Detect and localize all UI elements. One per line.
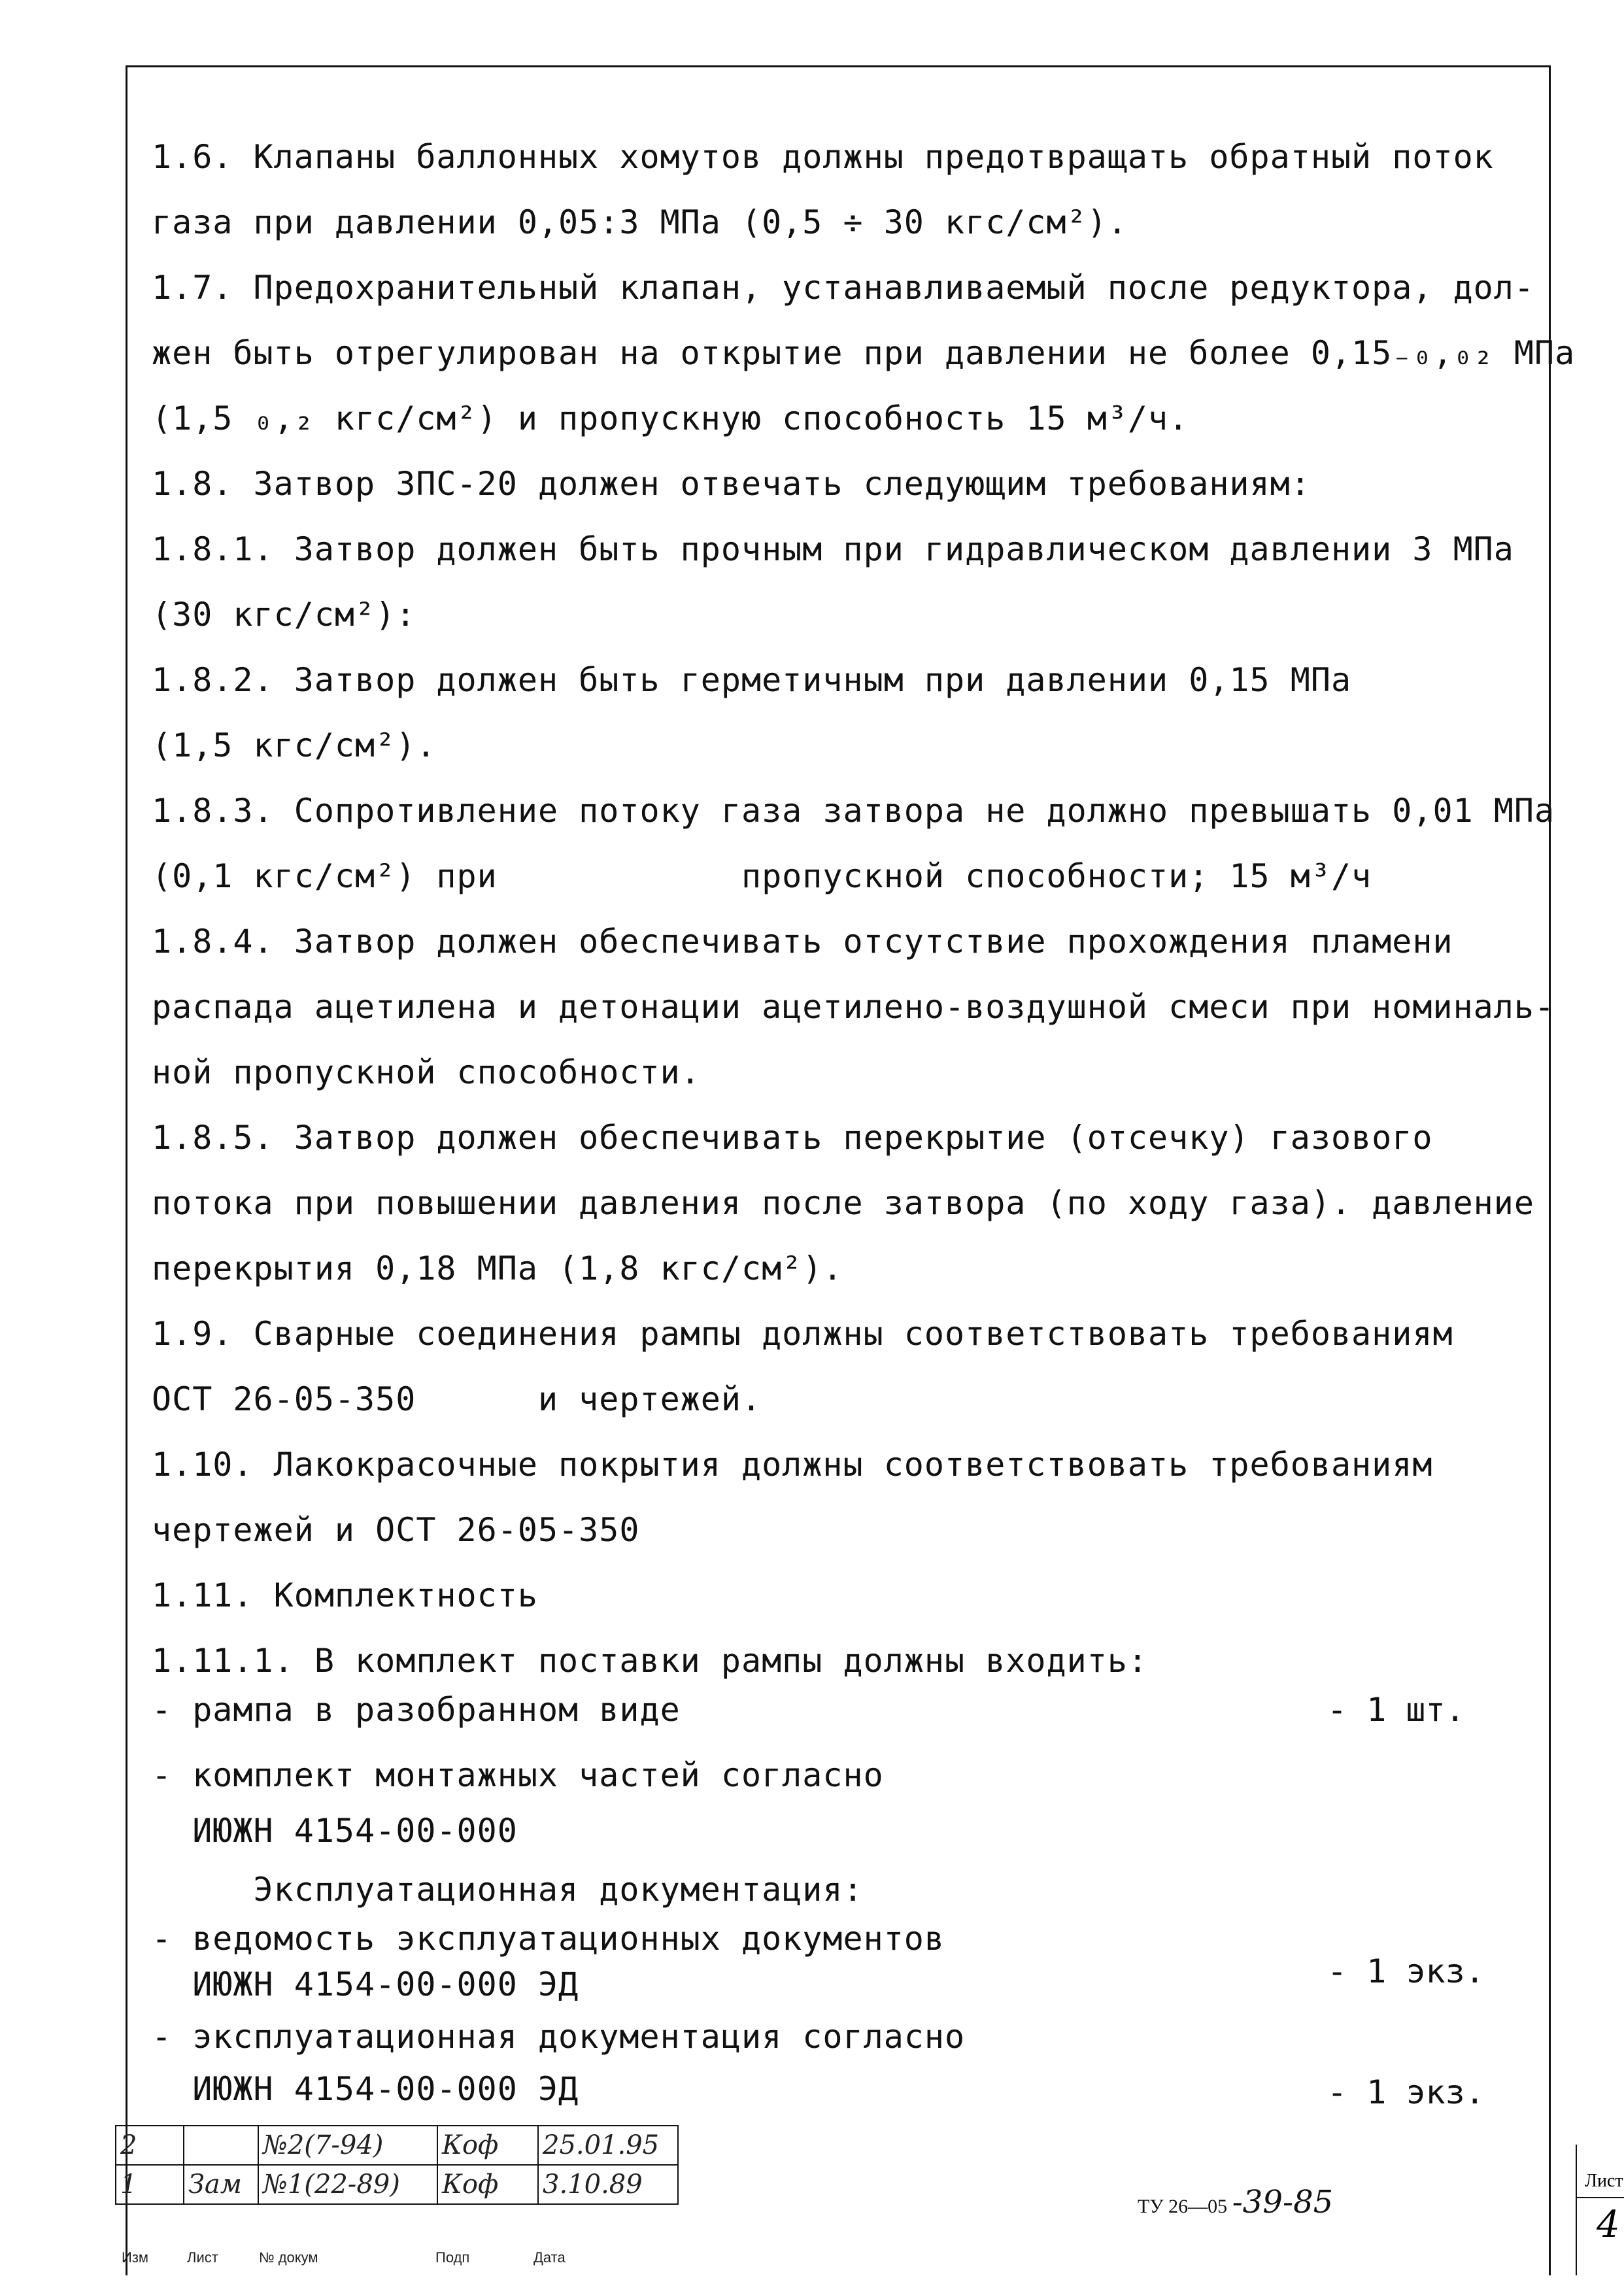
text-line: - эксплуатационная документация согласно	[152, 2018, 966, 2056]
document-code-print: ТУ 26—05	[1138, 2196, 1228, 2217]
text-line: ИЮЖН 4154-00-000 ЭД	[152, 1965, 579, 2003]
text-line: 1.11.1. В комплект поставки рампы должны входить:	[152, 1642, 1149, 1680]
rev-doc: №2(7-94)	[258, 2126, 437, 2165]
rev-list	[184, 2126, 258, 2165]
label-sign: Подп	[435, 2249, 470, 2266]
text-line: 1.7. Предохранительный клапан, устанавливаемый после редуктора, дол-	[152, 269, 1534, 307]
text-line: 1.6. Клапаны баллонных хомутов должны предотвращать обратный поток	[152, 138, 1494, 176]
revision-row	[116, 2165, 678, 2204]
rev-list: Зам	[184, 2165, 258, 2204]
text-line: (30 кгс/см²):	[152, 596, 416, 634]
sheet-number: 4	[1597, 2203, 1620, 2246]
sheet-divider	[1577, 2197, 1624, 2198]
text-line: перекрытия 0,18 МПа (1,8 кгс/см²).	[152, 1250, 843, 1287]
label-list: Лист	[187, 2249, 218, 2266]
rev-izm: 1	[116, 2165, 184, 2204]
text-line: 1.11. Комплектность	[152, 1576, 538, 1614]
text-line: Эксплуатационная документация:	[152, 1871, 864, 1909]
text-line: (0,1 кгс/см²) при пропускной способности; 15 м³/ч	[152, 857, 1372, 895]
rev-date: 25.01.95	[538, 2126, 678, 2165]
revision-row	[116, 2126, 678, 2165]
sheet-box	[1576, 2145, 1624, 2275]
rev-date: 3.10.89	[538, 2165, 678, 2204]
text-line: ИЮЖН 4154-00-000	[152, 1812, 518, 1850]
text-line: потока при повышении давления после затвора (по ходу газа). давление	[152, 1184, 1534, 1222]
text-line: 1.8. Затвор ЗПС-20 должен отвечать следующим требованиям:	[152, 465, 1311, 503]
text-line: - комплект монтажных частей согласно	[152, 1756, 884, 1794]
text-line: 1.8.2. Затвор должен быть герметичным при давлении 0,15 МПа	[152, 661, 1352, 699]
text-line: 1.8.5. Затвор должен обеспечивать перекрытие (отсечку) газового	[152, 1119, 1433, 1157]
text-line: 1.10. Лакокрасочные покрытия должны соответствовать требованиям	[152, 1446, 1433, 1484]
text-line: (1,5 ₀,₂ кгс/см²) и пропускную способность 15 м³/ч.	[152, 400, 1189, 437]
revision-table	[115, 2125, 679, 2205]
text-line: ИЮЖН 4154-00-000 ЭД	[152, 2070, 579, 2108]
text-line: 1.8.3. Сопротивление потоку газа затвора не должно превышать 0,01 МПа	[152, 792, 1555, 830]
label-date: Дата	[533, 2249, 566, 2266]
text-line: жен быть отрегулирован на открытие при давлении не более 0,15₋₀,₀₂ МПа	[152, 334, 1576, 372]
document-code-hand: -39-85	[1232, 2184, 1334, 2220]
rev-sign: Коф	[437, 2165, 538, 2204]
rev-sign: Коф	[437, 2126, 538, 2165]
text-line: - рампа в разобранном виде	[152, 1691, 681, 1729]
text-line: (1,5 кгс/см²).	[152, 726, 437, 764]
text-line: распада ацетилена и детонации ацетилено-воздушной смеси при номиналь-	[152, 988, 1555, 1026]
sheet-label: Лист	[1585, 2171, 1623, 2191]
text-line: 1.8.4. Затвор должен обеспечивать отсутствие прохождения пламени	[152, 923, 1453, 960]
rev-izm: 2	[116, 2126, 184, 2165]
text-line: 1.8.1. Затвор должен быть прочным при гидравлическом давлении 3 МПа	[152, 530, 1514, 568]
text-line: газа при давлении 0,05:3 МПа (0,5 ÷ 30 кгс/см²).	[152, 203, 1128, 241]
quantity-3: - 1 экз.	[1327, 2073, 1485, 2111]
document-code	[1138, 2184, 1333, 2220]
label-izm: Изм	[122, 2249, 149, 2266]
text-line: чертежей и ОСТ 26-05-350	[152, 1511, 640, 1549]
quantity-1: - 1 шт.	[1327, 1691, 1465, 1729]
text-line: ОСТ 26-05-350 и чертежей.	[152, 1380, 762, 1418]
text-line: - ведомость эксплуатационных документов	[152, 1920, 945, 1958]
text-line: 1.9. Сварные соединения рампы должны соответствовать требованиям	[152, 1315, 1453, 1353]
rev-doc: №1(22-89)	[258, 2165, 437, 2204]
title-block	[105, 2125, 1623, 2282]
text-line: ной пропускной способности.	[152, 1053, 701, 1091]
label-doc: № докум	[259, 2249, 318, 2266]
quantity-2: - 1 экз.	[1327, 1952, 1485, 1990]
